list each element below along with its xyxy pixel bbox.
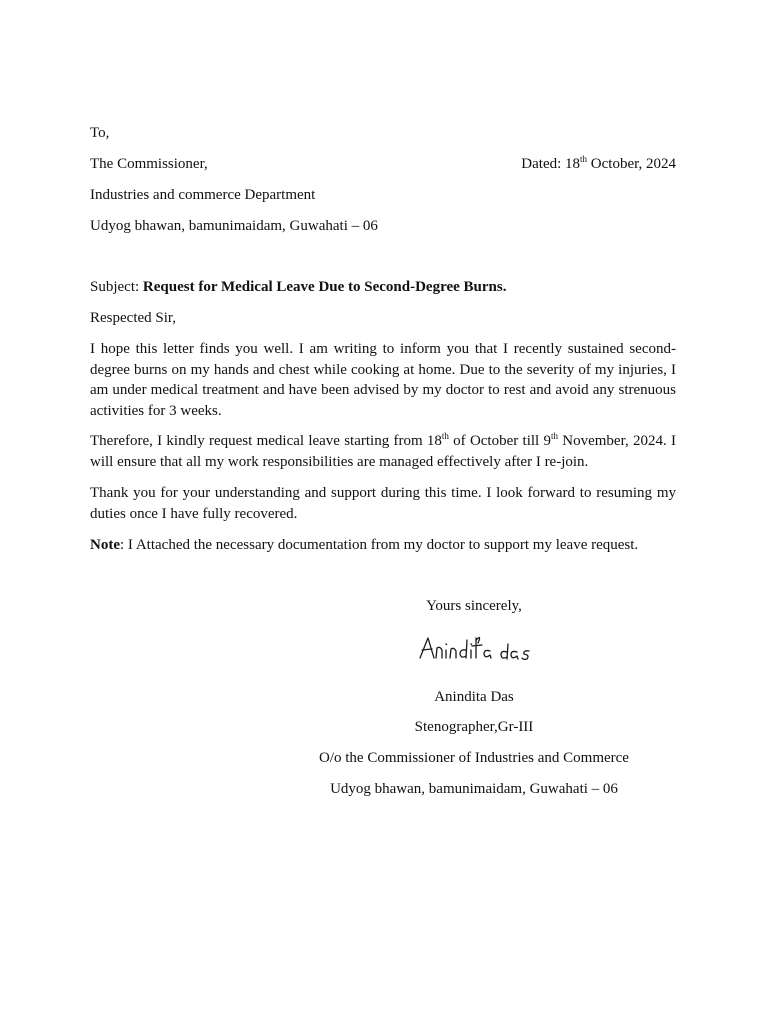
to-line: To, (90, 125, 110, 141)
date-rest: October, 2024 (587, 156, 676, 172)
paragraph-2-part-3: November, 2024. I will ensure that all my work responsibilities are managed effectively after I re-join. (90, 433, 676, 470)
handwritten-signature (410, 628, 540, 668)
sender-designation: Stenographer,Gr-III (414, 719, 534, 735)
recipient-department: Industries and commerce Department (90, 187, 316, 203)
sender-address: Udyog bhawan, bamunimaidam, Guwahati – 06 (330, 781, 618, 797)
body-paragraph-1: I hope this letter finds you well. I am writing to inform you that I recently sustained second-degree burns on my hands and chest while cooking at home. Due to the severity of my injuries, I am under medical treatment and have been advised by my doctor to rest and avoid any strenuous activities for 3 weeks. (90, 341, 676, 419)
sender-name: Anindita Das (434, 689, 514, 705)
note-line (90, 535, 638, 555)
note-text: : I Attached the necessary documentation from my doctor to support my leave request. (120, 537, 639, 553)
body-paragraph-3: Thank you for your understanding and support during this time. I look forward to resuming my duties once I have fully recovered. (90, 485, 676, 522)
paragraph-2-part-2: of October till 9 (448, 433, 551, 449)
sender-office: O/o the Commissioner of Industries and Commerce (319, 750, 629, 766)
greeting: Respected Sir, (90, 310, 177, 326)
date-suffix: th (580, 154, 588, 164)
subject-line (90, 277, 506, 297)
subject-text: Request for Medical Leave Due to Second-Degree Burns. (142, 279, 507, 295)
closing: Yours sincerely, (426, 598, 522, 614)
note-label: Note (90, 537, 120, 553)
recipient-address: Udyog bhawan, bamunimaidam, Guwahati – 06 (90, 218, 378, 234)
body-paragraph-2 (90, 431, 676, 472)
subject-label: Subject: (90, 279, 143, 295)
date-prefix: Dated: 18 (521, 156, 581, 172)
paragraph-2-sup-1: th (441, 431, 449, 441)
letter-date (521, 154, 676, 174)
paragraph-2-part-1: Therefore, I kindly request medical leave starting from 18 (90, 433, 442, 449)
recipient-title: The Commissioner, (90, 156, 208, 172)
paragraph-2-sup-2: th (550, 431, 558, 441)
